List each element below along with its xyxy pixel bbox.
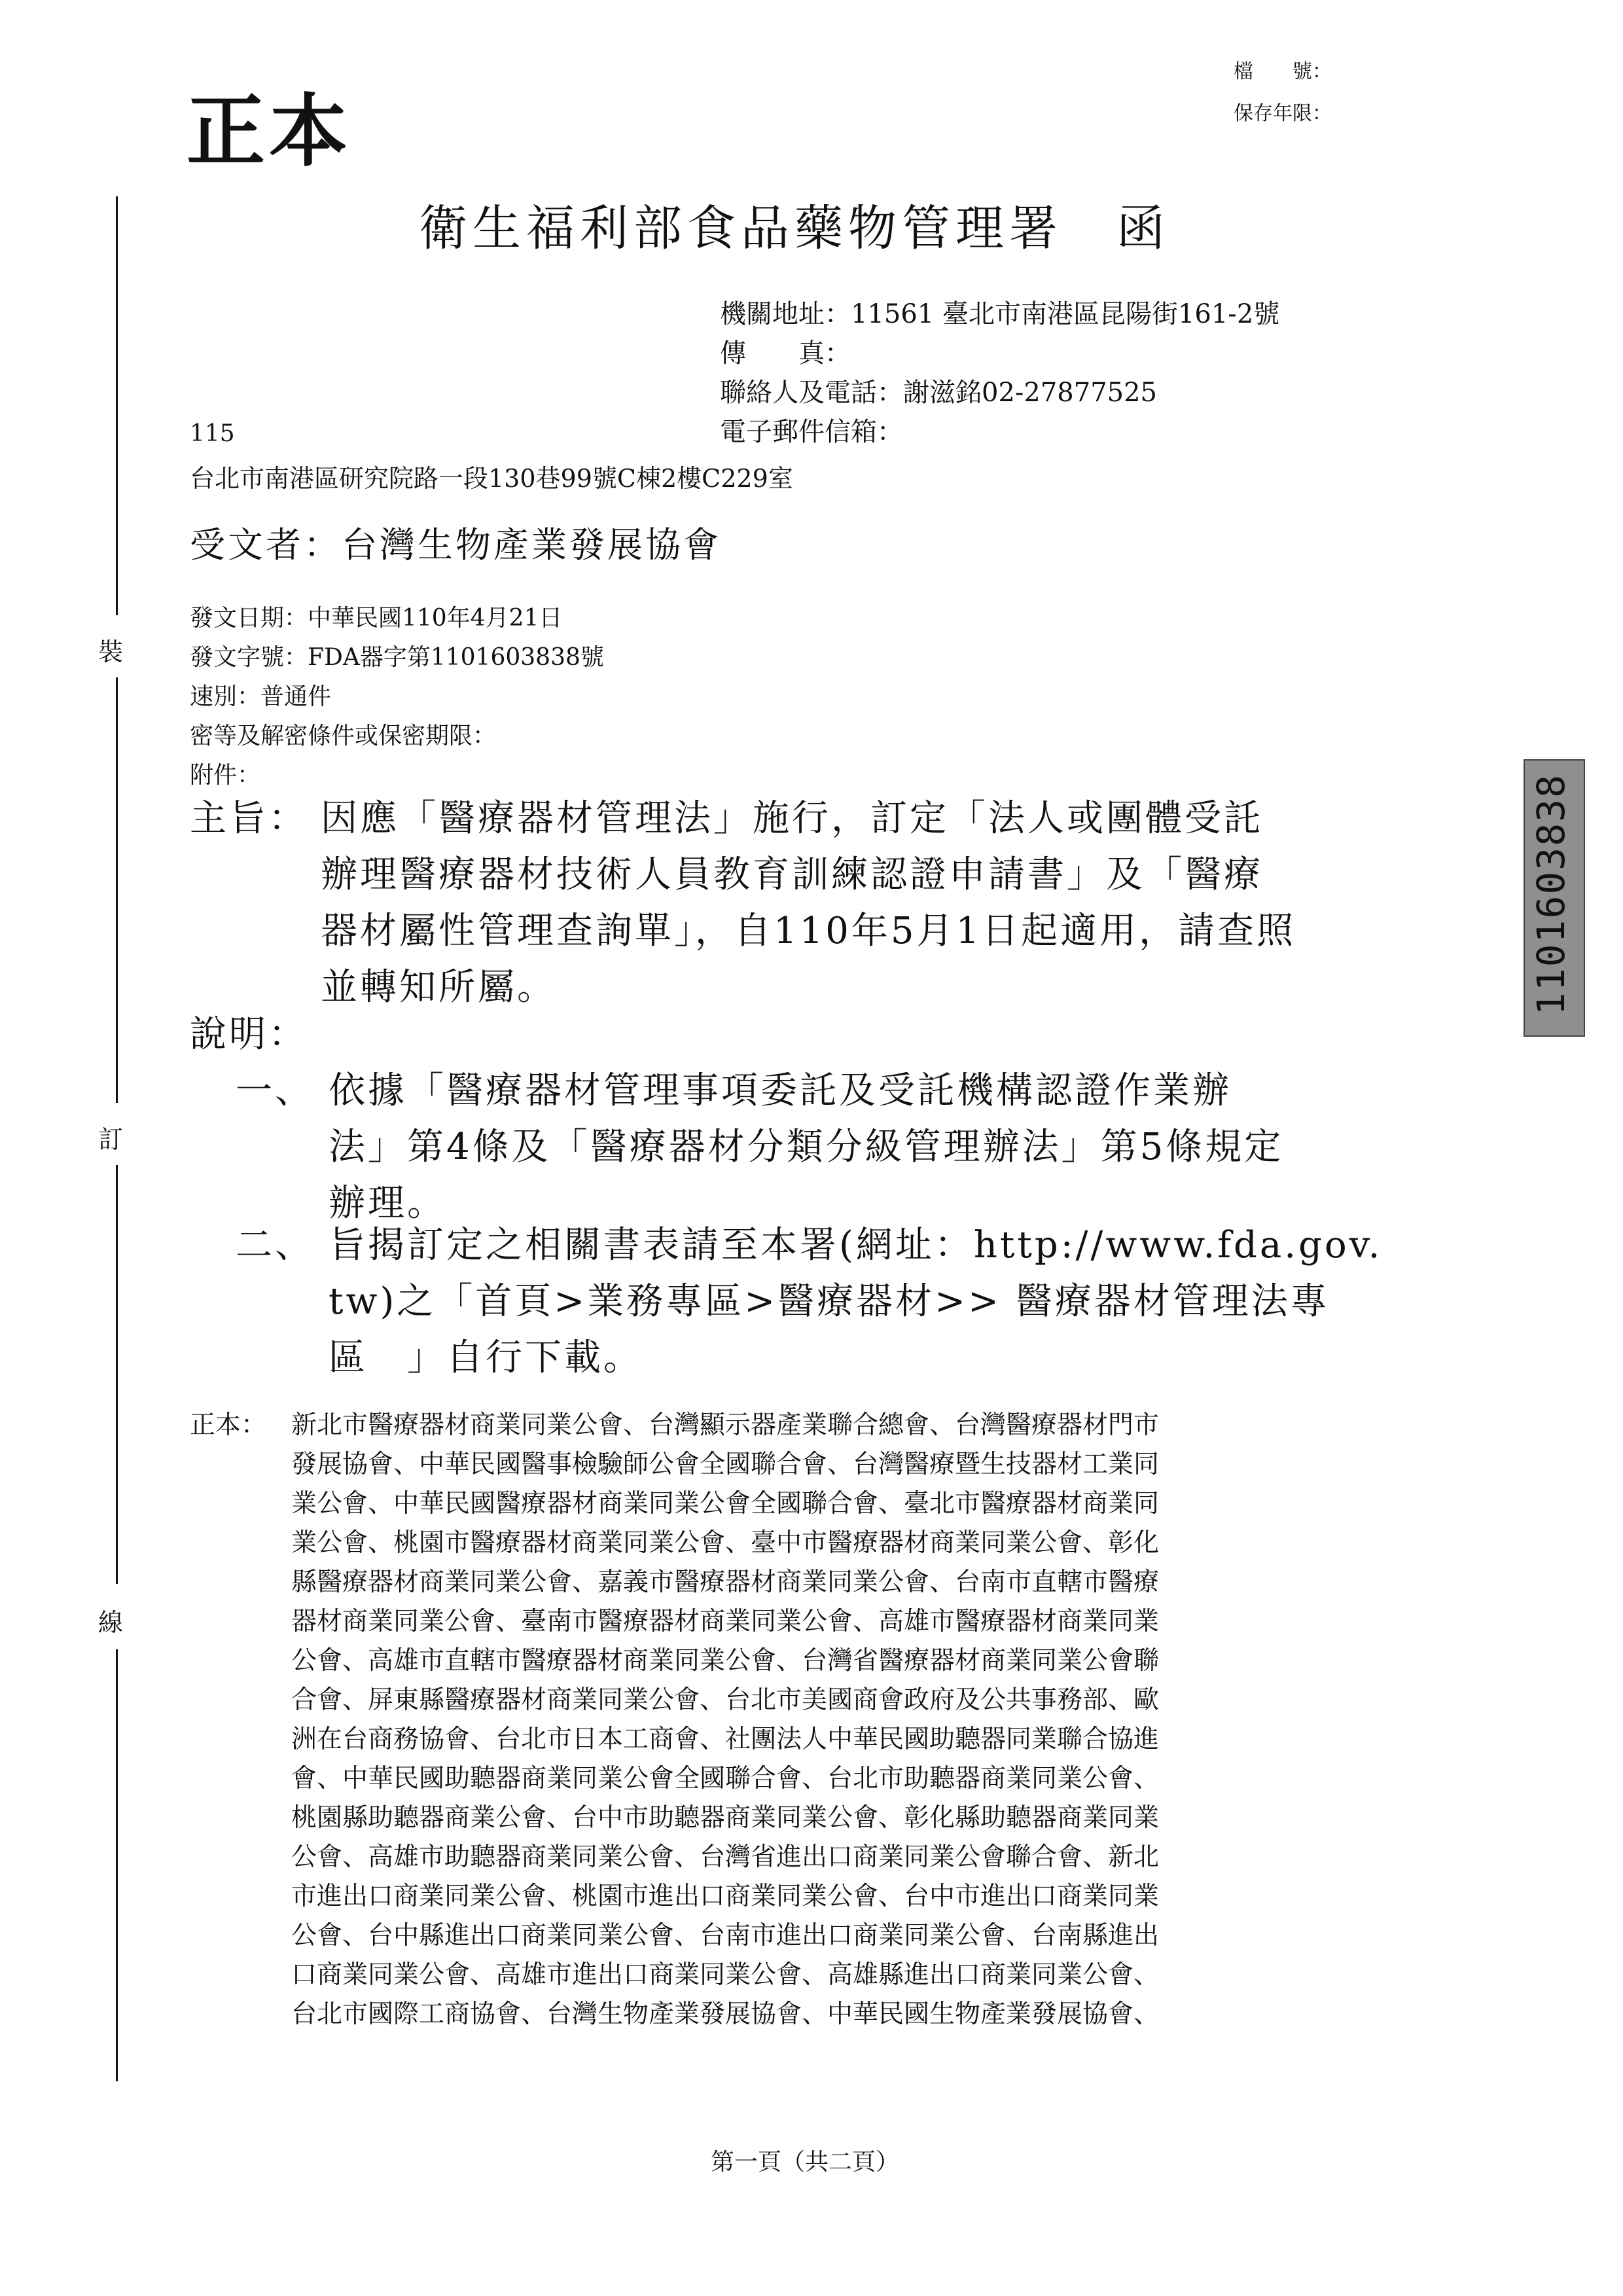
binding-line-segment [116, 1165, 118, 1584]
item-number: 一、 [236, 1069, 314, 1112]
explanation-label: 說明： [190, 1013, 308, 1056]
mailing-zip: 115 [190, 420, 235, 447]
secrecy-level: 密等及解密條件或保密期限： [190, 723, 497, 749]
subject-line: 因應「醫療器材管理法」施行，訂定「法人或團體受託 [321, 797, 1263, 840]
item-text [329, 1217, 1382, 1386]
cc-line: 新北市醫療器材商業同業公會、台灣顯示器產業聯合總會、台灣醫療器材門市 [291, 1410, 1160, 1440]
subject-label: 主旨： [190, 797, 308, 840]
agency-email: 電子郵件信箱： [720, 417, 903, 447]
cc-list [291, 1406, 1159, 2034]
agency-address: 機關地址：11561 臺北市南港區昆陽街161-2號 [720, 299, 1280, 329]
binding-mark-xian: 線 [98, 1608, 124, 1637]
binding-line-segment [116, 677, 118, 1103]
agency-fax: 傳 真： [720, 338, 851, 368]
subject-line: 並轉知所屬。 [321, 966, 556, 1009]
cc-line: 業公會、桃園市醫療器材商業同業公會、臺中市醫療器材商業同業公會、彰化 [291, 1528, 1160, 1558]
item-line: 旨揭訂定之相關書表請至本署(網址：http://www.fda.gov. [329, 1224, 1383, 1266]
cc-line: 器材商業同業公會、臺南市醫療器材商業同業公會、高雄市醫療器材商業同業 [291, 1607, 1160, 1636]
item-number: 二、 [236, 1224, 314, 1266]
item-line: 法」第4條及「醫療器材分類分級管理辦法」第5條規定 [329, 1126, 1284, 1168]
recipient: 受文者：台灣生物產業發展協會 [190, 524, 721, 565]
archive-info [1234, 51, 1332, 135]
agency-contact: 聯絡人及電話：謝滋銘02-27877525 [720, 378, 1158, 408]
subject-text [321, 791, 1296, 1016]
cc-line: 公會、台中縣進出口商業同業公會、台南市進出口商業同業公會、台南縣進出 [291, 1921, 1160, 1950]
retention-period-label: 保存年限： [1234, 102, 1332, 125]
item-line: 辦理。 [329, 1182, 446, 1225]
file-number-label: 檔 號： [1234, 60, 1332, 83]
cc-line: 公會、高雄市直轄市醫療器材商業同業公會、台灣省醫療器材商業同業公會聯 [291, 1646, 1160, 1676]
binding-mark-zhuang: 裝 [98, 637, 124, 666]
item-text [329, 1063, 1283, 1232]
attachment: 附件： [190, 762, 261, 789]
item-line: tw)之「首頁>業務專區>醫療器材>> 醫療器材管理法專 [329, 1280, 1330, 1323]
item-line: 區 」自行下載。 [329, 1336, 643, 1379]
cc-line: 會、中華民國助聽器商業同業公會全國聯合會、台北市助聽器商業同業公會、 [291, 1764, 1160, 1793]
cc-line: 桃園縣助聽器商業公會、台中市助聽器商業同業公會、彰化縣助聽器商業同業 [291, 1803, 1160, 1833]
cc-line: 洲在台商務協會、台北市日本工商會、社團法人中華民國助聽器同業聯合協進 [291, 1725, 1160, 1754]
subject-line: 器材屬性管理查詢單」，自110年5月1日起適用，請查照 [321, 910, 1296, 952]
original-copy-stamp: 正本 [187, 86, 351, 177]
side-stamp-number: 1101603838 [1529, 774, 1573, 1016]
page-number: 第一頁（共二頁） [711, 2149, 900, 2176]
mailing-address: 台北市南港區研究院路一段130巷99號C棟2樓C229室 [190, 464, 793, 493]
subject-line: 辦理醫療器材技術人員教育訓練認證申請書」及「醫療 [321, 853, 1263, 896]
cc-line: 市進出口商業同業公會、桃園市進出口商業同業公會、台中市進出口商業同業 [291, 1882, 1160, 1911]
document-title: 衛生福利部食品藥物管理署 函 [419, 200, 1170, 257]
cc-line: 公會、高雄市助聽器商業同業公會、台灣省進出口商業同業公會聯合會、新北 [291, 1842, 1160, 1872]
document-meta [190, 599, 604, 795]
cc-label: 正本： [190, 1410, 267, 1440]
agency-info [720, 295, 1279, 452]
binding-line-segment [116, 1649, 118, 2081]
cc-line: 合會、屏東縣醫療器材商業同業公會、台北市美國商會政府及公共事務部、歐 [291, 1685, 1160, 1715]
cc-line: 縣醫療器材商業同業公會、嘉義市醫療器材商業同業公會、台南市直轄市醫療 [291, 1568, 1160, 1597]
binding-mark-ding: 訂 [98, 1125, 124, 1154]
item-line: 依據「醫療器材管理事項委託及受託機構認證作業辦 [329, 1069, 1232, 1112]
side-receipt-stamp [1524, 759, 1585, 1037]
cc-line: 發展協會、中華民國醫事檢驗師公會全國聯合會、台灣醫療暨生技器材工業同 [291, 1450, 1160, 1479]
document-number: 發文字號：FDA器字第1101603838號 [190, 644, 604, 671]
issue-date: 發文日期：中華民國110年4月21日 [190, 605, 563, 632]
binding-line-segment [116, 196, 118, 615]
cc-line: 業公會、中華民國醫療器材商業同業公會全國聯合會、臺北市醫療器材商業同 [291, 1489, 1160, 1518]
cc-line: 台北市國際工商協會、台灣生物產業發展協會、中華民國生物產業發展協會、 [291, 2000, 1160, 2029]
delivery-speed: 速別：普通件 [190, 683, 332, 710]
cc-line: 口商業同業公會、高雄市進出口商業同業公會、高雄縣進出口商業同業公會、 [291, 1960, 1160, 1990]
